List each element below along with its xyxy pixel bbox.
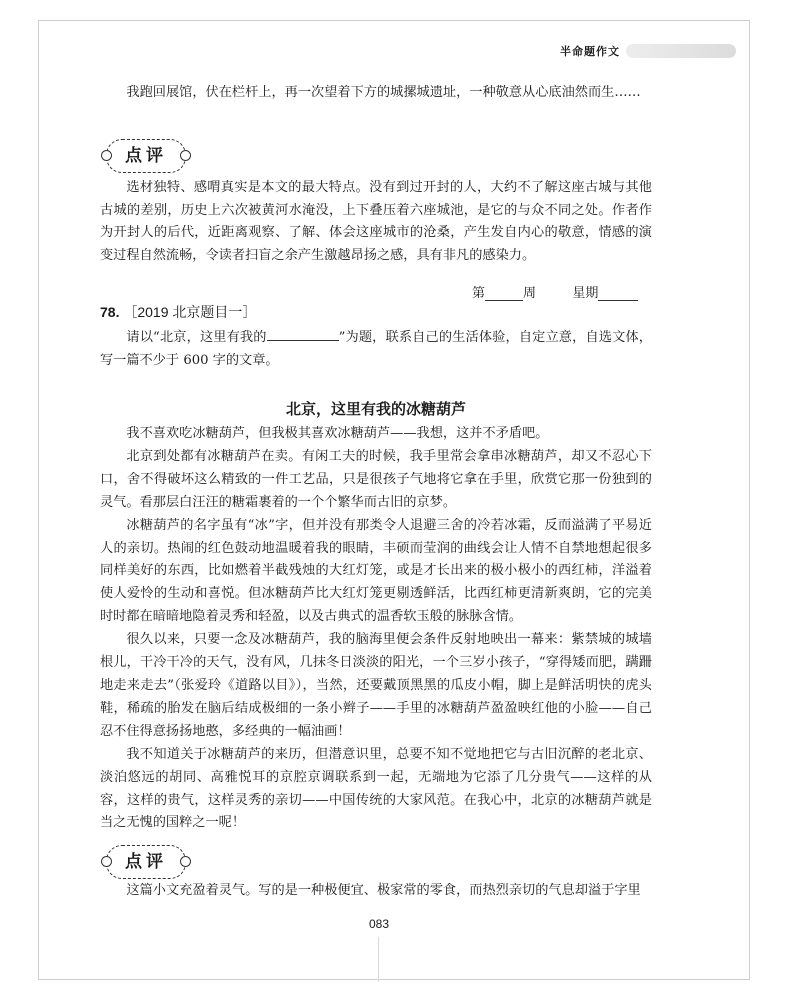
comment-paragraph: 这篇小文充盈着灵气。写的是一种极便宜、极家常的零食，而热烈亲切的气息却溢于字里: [126, 883, 641, 898]
question-prompt: [100, 327, 652, 372]
prompt-after: ”为题，联系自己的生活体验，自定立意，自选文体，写一篇不少于 600 字的文章。: [100, 330, 652, 368]
header-decoration-bar: [626, 44, 736, 58]
essay-paragraph: 很久以来，只要一念及冰糖葫芦，我的脑海里便会条件反射地映出一幕来：紫禁城的城墙根儿，干冷干冷的天气，没有风，几抹冬日淡淡的阳光，一个三岁小孩子，“穿得矮而肥，蹒跚地走来走去”（张爱玲《道路以目》），当然，还要戴顶黑黑的瓜皮小帽，脚上是鲜活明快的虎头鞋，稀疏的胎发在脑后结成极细的一条小辫子——手里的冰糖葫芦盈盈映红他的小脸——自己忍不住得意扬扬地憨，多经典的一幅油画！: [100, 632, 652, 739]
question-number: 78.: [100, 304, 120, 320]
comment-badge: 点评: [106, 139, 186, 173]
weekday-blank: [598, 286, 638, 301]
essay-paragraph: 冰糖葫芦的名字虽有“冰”字，但并没有那类令人退避三舍的冷若冰霜，反而溢满了平易近人的亲切。热闹的红色鼓动地温暖着我的眼睛，丰硕而莹润的曲线会让人情不自禁地想起很多同样美好的东西，比如燃着半截残烛的大红灯笼，或是才长出来的极小极小的西红柿，洋溢着使人爱怜的生动和喜悦。但冰糖葫芦比大红灯笼更剔透鲜活，比西红柿更清新爽朗，它的完美时时都在暗暗地隐着灵秀和轻盈，以及古典式的温香软玉般的脉脉含情。: [100, 517, 652, 625]
comment-paragraph: 选材独特、感喟真实是本文的最大特点。没有到过开封的人，大约不了解这座古城与其他古城的差别，历史上六次被黄河水淹没，上下叠压着六座城池，是它的与众不同之处。作者作为开封人的后代，近距离观察、了解、体会这座城市的沧桑，产生发自内心的敬意，情感的演变过程自然流畅，令读者扫盲之余产生激越昂扬之感，具有非凡的感染力。: [100, 180, 652, 263]
question-header: [100, 302, 256, 322]
question-source: ［2019 北京题目一］: [123, 304, 257, 320]
weekday-label: 星期: [572, 286, 599, 301]
week-day-line: [472, 282, 652, 301]
essay-paragraph: 我不知道关于冰糖葫芦的来历，但潜意识里，总要不知不觉地把它与古旧沉醉的老北京、淡泊悠远的胡同、高雅悦耳的京腔京调联系到一起，无端地为它添了几分贵气——这样的从容，这样的贵气，这样灵秀的亲切——中国传统的大家风范。在我心中，北京的冰糖葫芦就是当之无愧的国粹之一呢！: [100, 746, 652, 831]
week-label-zhou: 周: [523, 286, 537, 301]
prompt-before: 请以“北京，这里有我的: [126, 330, 267, 345]
essay-text: [100, 423, 652, 835]
essay-title: 北京，这里有我的冰糖葫芦: [285, 400, 466, 418]
week-label-di: 第: [472, 286, 486, 301]
essay-paragraph: 北京到处都有冰糖葫芦在卖。有闲工夫的时候，我手里常会拿串冰糖葫芦，却又不忍心下口，舍不得破坏这么精致的一件工艺品，只是很孩子气地将它拿在手里，欣赏它那一份独到的灵气。看那层白汪汪的糖霜裹着的一个个繁华而古旧的京梦。: [100, 448, 652, 510]
comment-badge: 点评: [106, 845, 186, 879]
title-blank: [267, 328, 339, 341]
essay-paragraph: 我不喜欢吃冰糖葫芦，但我极其喜欢冰糖葫芦——我想，这并不矛盾吧。: [126, 426, 549, 441]
week-blank: [485, 286, 523, 301]
footer-divider: [378, 937, 379, 982]
running-header: [560, 40, 736, 62]
section-label: 半命题作文: [560, 45, 620, 58]
page-number: 083: [368, 917, 390, 931]
intro-paragraph: 我跑回展馆，伏在栏杆上，再一次望着下方的城摞城遗址，一种敬意从心底油然而生……: [126, 85, 641, 100]
